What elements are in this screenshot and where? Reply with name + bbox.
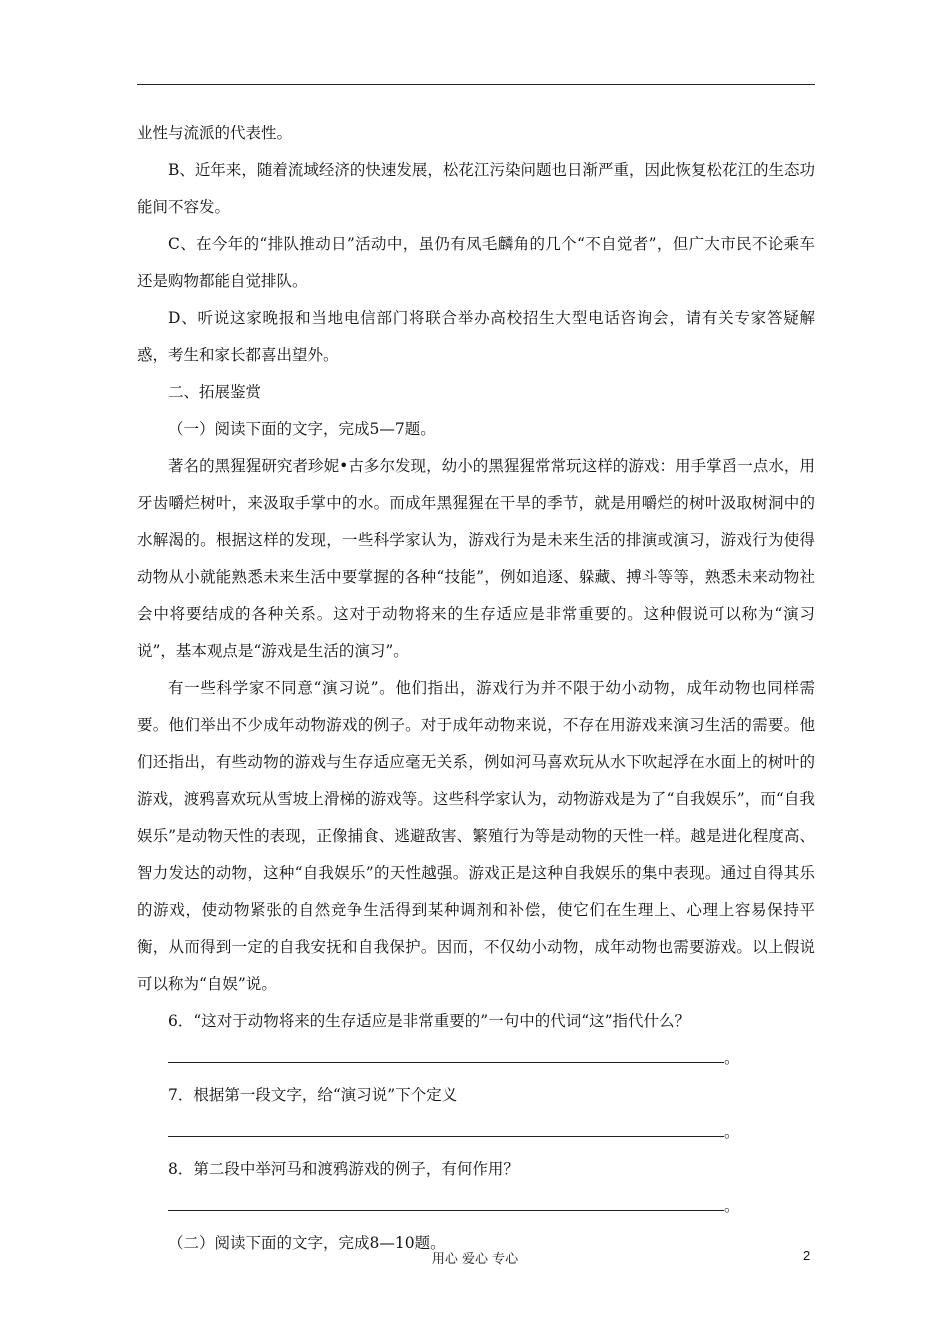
blank-line: [168, 1044, 724, 1063]
header-rule: [137, 84, 815, 85]
passage-paragraph-2: 有一些科学家不同意“演习说”。他们指出，游戏行为并不限于幼小动物，成年动物也同样需要。他们举出不少成年动物游戏的例子。对于成年动物来说，不存在用游戏来演习生活的需要。他们还指出，有些动物的游戏与生存适应毫无关系，例如河马喜欢玩从水下吹起浮在水面上的树叶的游戏，渡鸦喜欢玩从雪坡上滑梯的游戏等。这些科学家认为，动物游戏是为了“自我娱乐”，而“自我娱乐”是动物天性的表现，正像捕食、逃避敌害、繁殖行为等是动物的天性一样。越是进化程度高、智力发达的动物，这种“自我娱乐”的天性越强。游戏正是这种自我娱乐的集中表现。通过自得其乐的游戏，使动物紧张的自然竞争生活得到某种调剂和补偿，使它们在生理上、心理上容易保持平衡，从而得到一定的自我安抚和自我保护。因而，不仅幼小动物，成年动物也需要游戏。以上假说可以称为“自娱”说。: [137, 679, 815, 993]
paragraph: 业性与流派的代表性。: [137, 124, 293, 142]
section-heading: 二、拓展鉴赏: [168, 383, 262, 401]
subsection-heading: （一）阅读下面的文字，完成5—7题。: [168, 420, 436, 438]
answer-end-mark: 。: [724, 1197, 740, 1215]
blank-line: [168, 1192, 724, 1211]
question-6: 6．“这对于动物将来的生存适应是非常重要的”一句中的代词“这”指代什么？: [168, 1012, 691, 1030]
option-d: D、听说这家晚报和当地电信部门将联合举办高校招生大型电话咨询会，请有关专家答疑解惑，考生和家长都喜出望外。: [137, 309, 815, 364]
footer-slogan: 用心 爱心 专心: [431, 1252, 519, 1267]
option-c: C、在今年的“排队推动日”活动中，虽仍有凤毛麟角的几个“不自觉者”，但广大市民不论乘车还是购物都能自觉排队。: [137, 235, 815, 290]
page-content: [137, 115, 815, 1262]
answer-line-7[interactable]: [168, 1114, 815, 1151]
answer-end-mark: 。: [724, 1123, 740, 1141]
subsection-heading-2: （二）阅读下面的文字，完成8—10题。: [168, 1234, 446, 1252]
page-number: 2: [803, 1248, 811, 1263]
page-footer: [0, 1248, 950, 1272]
answer-end-mark: 。: [724, 1049, 740, 1067]
answer-line-8[interactable]: [168, 1188, 815, 1225]
question-7: 7．根据第一段文字，给“演习说”下个定义: [168, 1086, 458, 1104]
answer-line-6[interactable]: [168, 1040, 815, 1077]
question-8: 8．第二段中举河马和渡鸦游戏的例子，有何作用？: [168, 1160, 519, 1178]
option-b: B、近年来，随着流域经济的快速发展，松花江污染问题也日渐严重，因此恢复松花江的生态功能间不容发。: [137, 161, 815, 216]
blank-line: [168, 1118, 724, 1137]
passage-paragraph-1: 著名的黑猩猩研究者珍妮•古多尔发现，幼小的黑猩猩常常玩这样的游戏：用手掌舀一点水，用牙齿嚼烂树叶，来汲取手掌中的水。而成年黑猩猩在干旱的季节，就是用嚼烂的树叶汲取树洞中的水解渴的。根据这样的发现，一些科学家认为，游戏行为是未来生活的排演或演习，游戏行为使得动物从小就能熟悉未来生活中要掌握的各种“技能”，例如追逐、躲藏、搏斗等等，熟悉未来动物社会中将要结成的各种关系。这对于动物将来的生存适应是非常重要的。这种假说可以称为“演习说”，基本观点是“游戏是生活的演习”。: [137, 457, 815, 660]
